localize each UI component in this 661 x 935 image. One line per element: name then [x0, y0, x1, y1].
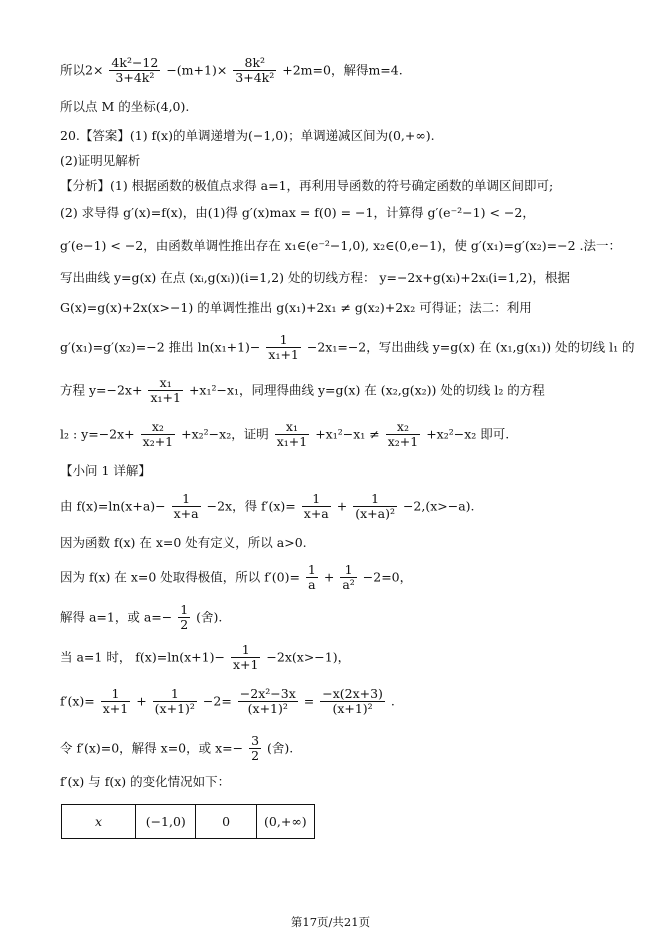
text: −2=0， [362, 569, 413, 585]
fraction: $\frac{1}{2}$ [180, 602, 189, 633]
text: 当 a=1 时， f(x)=ln(x+1)− [60, 649, 225, 665]
line-11 [60, 376, 641, 406]
fraction: $\frac{-x(2x+3)}{\text{(x+1)²}}$ [322, 686, 383, 717]
text: 由 f(x)=ln(x+a)− [60, 498, 166, 514]
text: +x₂²−x₂ 即可. [426, 426, 510, 442]
fraction: $\frac{1}{x+a}$ [303, 491, 329, 522]
line-21: f′(x) 与 f(x) 的变化情况如下： [60, 774, 231, 789]
text: f′(x)= [60, 693, 95, 709]
text: 所以2× [60, 62, 104, 78]
text: −2x，得 f′(x)= [206, 498, 296, 514]
line-20 [60, 734, 641, 764]
line-17 [60, 603, 641, 633]
table-cell: x [62, 805, 136, 838]
line-7: g′(e−1) < −2，由函数单调性推出存在 x₁∈(e⁻²−1,0), x₂∈(0,e−1)，使 g′(x₁)=g′(x₂)=−2 .法一： [60, 238, 622, 253]
line-10 [60, 333, 641, 363]
line-19 [60, 687, 641, 717]
line-14 [60, 492, 641, 522]
text: −(m+1)× [166, 62, 228, 78]
text: + [323, 569, 335, 585]
text: . [390, 693, 395, 709]
text: +2m=0，解得m=4. [282, 62, 403, 78]
text: (舍). [267, 740, 294, 756]
text: 令 f′(x)=0，解得 x=0，或 x=− [60, 740, 244, 756]
text: (舍). [196, 609, 223, 625]
text: = [303, 693, 315, 709]
text: l₂ : y=−2x+ [60, 426, 135, 442]
fraction: $\frac{1}{\text{x₁+1}}$ [268, 332, 299, 363]
fraction: $\frac{\text{8k²}}{\text{3+4k²}}$ [235, 55, 275, 86]
fraction: $\frac{\text{x₁}}{\text{x₁+1}}$ [150, 375, 181, 406]
fraction: $\frac{\text{4k²−12}}{\text{3+4k²}}$ [111, 55, 159, 86]
fraction: $\frac{\text{x₂}}{\text{x₂+1}}$ [387, 419, 419, 450]
line-12 [60, 420, 641, 450]
text: −2x(x>−1)， [266, 649, 351, 665]
text: 因为 f(x) 在 x=0 处取得极值，所以 f′(0)= [60, 569, 300, 585]
line-3: 20.【答案】(1) f(x)的单调递增为(−1,0)；单调递减区间为(0,+∞). [60, 128, 435, 143]
text: + [336, 498, 348, 514]
fraction: $\frac{1}{\text{a²}}$ [342, 562, 355, 593]
fraction: $\frac{3}{2}$ [251, 733, 260, 764]
variation-table [61, 804, 315, 839]
line-6: (2) 求导得 g′(x)=f(x)，由(1)得 g′(x)max = f(0) = −1，计算得 g′(e⁻²−1) < −2， [60, 205, 535, 220]
table-cell: (−1,0) [136, 805, 196, 838]
fraction: $\frac{1}{\text{(x+a)²}}$ [355, 491, 395, 522]
text: g′(x₁)=g′(x₂)=−2 推出 ln(x₁+1)− [60, 339, 261, 355]
fraction: $\frac{1}{x+1}$ [232, 642, 259, 673]
fraction: $\frac{1}{x+1}$ [102, 686, 129, 717]
fraction: $\frac{1}{x+a}$ [173, 491, 199, 522]
line-15: 因为函数 f(x) 在 x=0 处有定义，所以 a>0. [60, 535, 307, 550]
fraction: $\frac{\text{x₁}}{\text{x₁+1}}$ [276, 419, 308, 450]
line-9: G(x)=g(x)+2x(x>−1) 的单调性推出 g(x₁)+2x₁ ≠ g(x₂)+2x₂ 可得证；法二：利用 [60, 300, 532, 315]
line-5: 【分析】(1) 根据函数的极值点求得 a=1，再利用导函数的符号确定函数的单调区间即可; [60, 178, 554, 193]
text: +x₁²−x₁ ≠ [315, 426, 380, 442]
page-footer: 第17页/共21页 [290, 915, 371, 929]
fraction: $\frac{1}{\text{(x+1)²}}$ [154, 686, 195, 717]
table-cell: (0,+∞) [264, 814, 307, 829]
fraction: $\frac{1}{a}$ [307, 562, 316, 593]
text: 解得 a=1，或 a=− [60, 609, 173, 625]
table-cell: 0 [196, 805, 256, 838]
line-18 [60, 643, 641, 673]
section-heading: 【小问 1 详解】 [60, 463, 151, 478]
text: +x₁²−x₁，同理得曲线 y=g(x) 在 (x₂,g(x₂)) 处的切线 l₂ 的方程 [188, 382, 545, 398]
line-1 [60, 56, 641, 86]
text: −2= [202, 693, 232, 709]
text: + [136, 693, 147, 709]
fraction: $\frac{\text{x₂}}{\text{x₂+1}}$ [142, 419, 174, 450]
text: 方程 y=−2x+ [60, 382, 143, 398]
line-2: 所以点 M 的坐标(4,0). [60, 99, 190, 114]
text: −2,(x>−a). [402, 498, 475, 514]
line-4: (2)证明见解析 [60, 153, 141, 168]
fraction: $\frac{\text{−2x²−3x}}{\text{(x+1)²}}$ [239, 686, 296, 717]
line-16 [60, 563, 641, 593]
text: −2x₁=−2，写出曲线 y=g(x) 在 (x₁,g(x₁)) 处的切线 l₁ 的 [306, 339, 635, 355]
text: +x₂²−x₂，证明 [181, 426, 269, 442]
line-8: 写出曲线 y=g(x) 在点 (xᵢ,g(xᵢ))(i=1,2) 处的切线方程： y=−2x+g(xᵢ)+2xᵢ(i=1,2)，根据 [60, 270, 570, 285]
